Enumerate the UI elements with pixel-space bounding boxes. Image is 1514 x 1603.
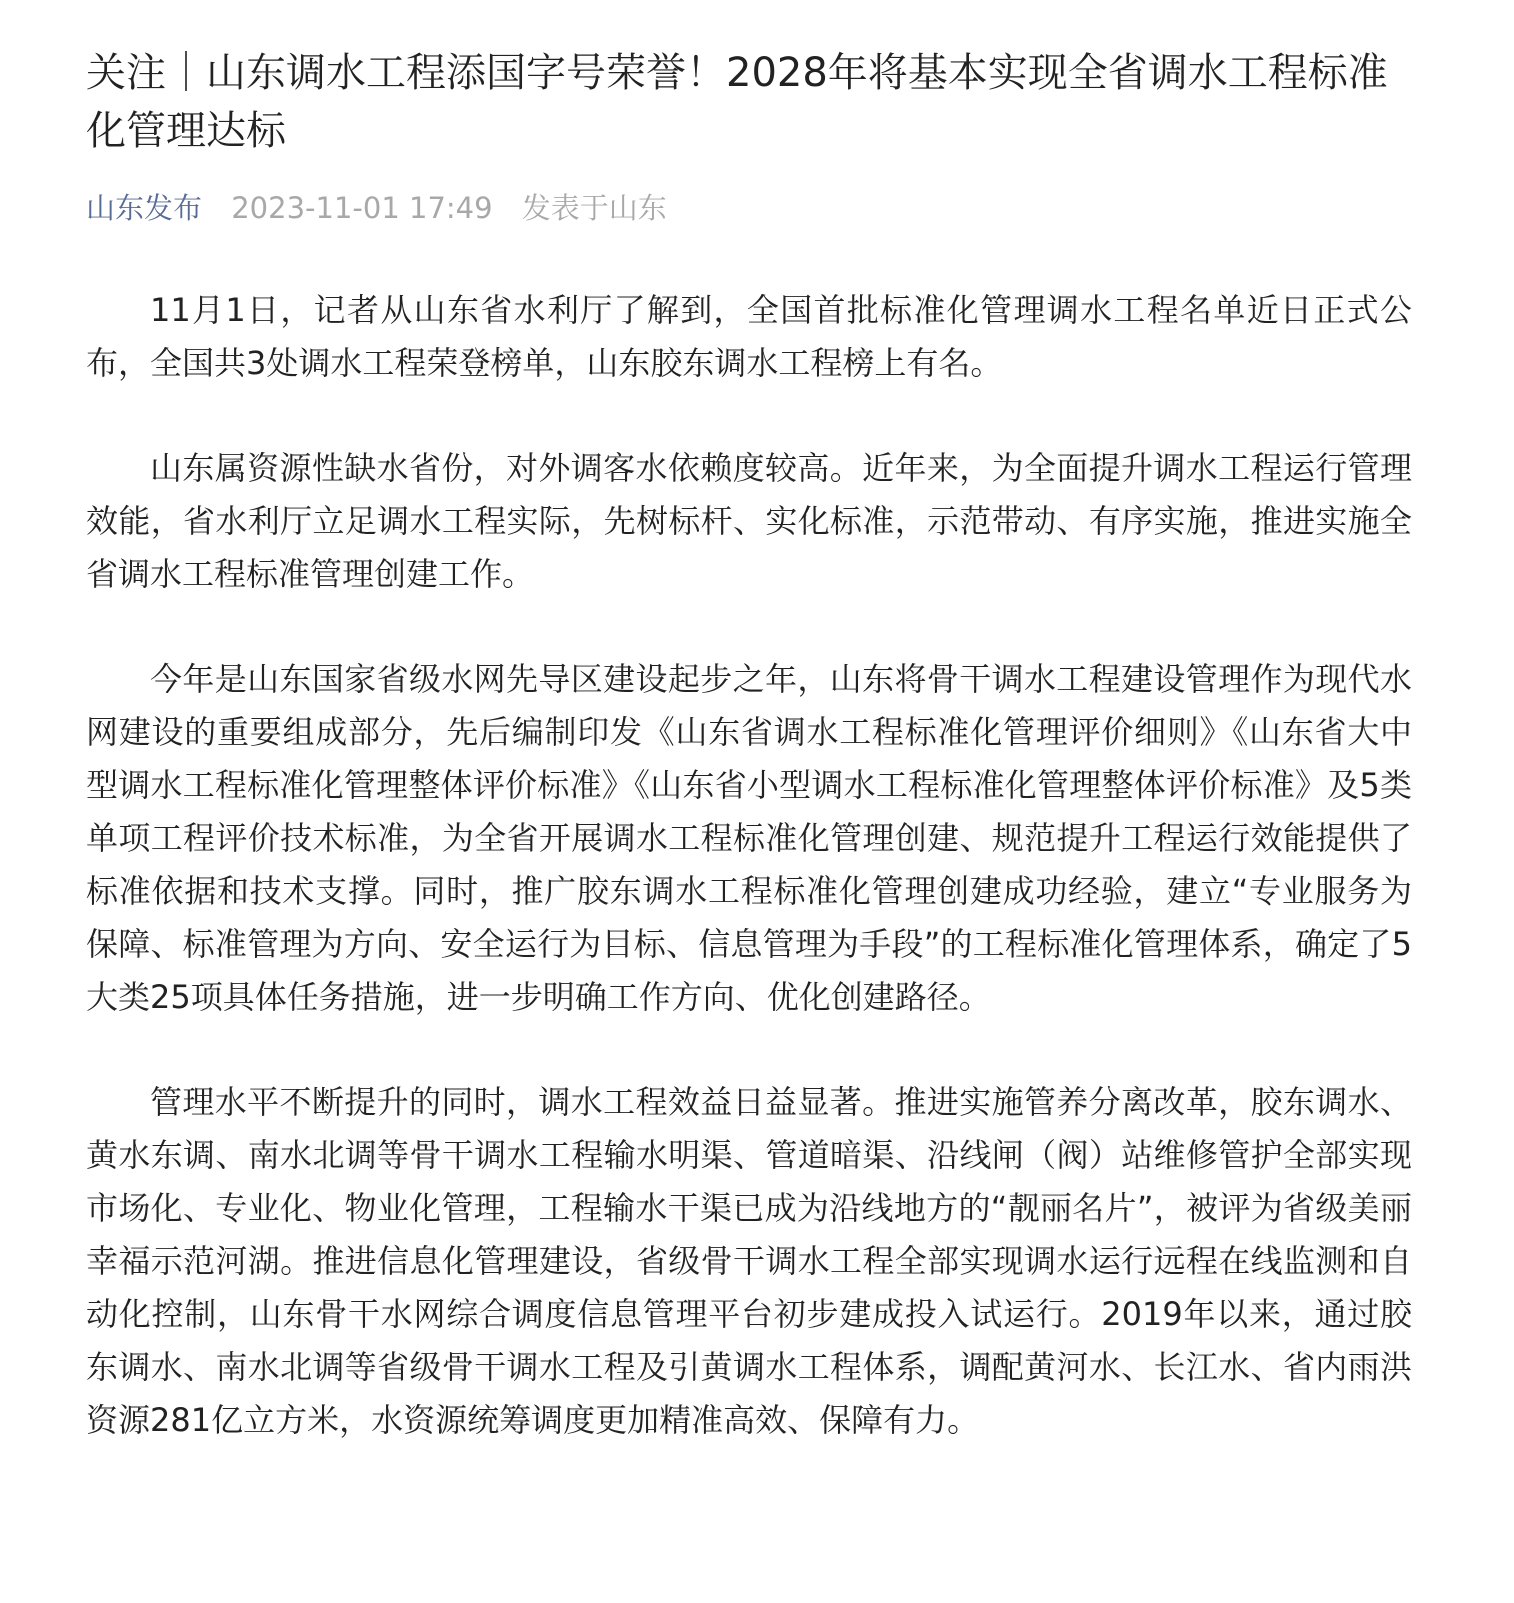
paragraph: 管理水平不断提升的同时，调水工程效益日益显著。推进实施管养分离改革，胶东调水、黄水东调、南水北调等骨干调水工程输水明渠、管道暗渠、沿线闸（阀）站维修管护全部实现市场化、专业化、物业化管理，工程输水干渠已成为沿线地方的“靓丽名片”，被评为省级美丽幸福示范河湖。推进信息化管理建设，省级骨干调水工程全部实现调水运行远程在线监测和自动化控制，山东骨干水网综合调度信息管理平台初步建成投入试运行。2019年以来，通过胶东调水、南水北调等省级骨干调水工程及引黄调水工程体系，调配黄河水、长江水、省内雨洪资源281亿立方米，水资源统筹调度更加精准高效、保障有力。	[86, 1083, 1412, 1439]
publish-location: 发表于山东	[521, 191, 667, 225]
article-meta	[86, 190, 1412, 226]
article-title: 关注｜山东调水工程添国字号荣誉！2028年将基本实现全省调水工程标准化管理达标	[86, 50, 1388, 154]
article	[86, 44, 1412, 1499]
paragraph: 11月1日，记者从山东省水利厅了解到，全国首批标准化管理调水工程名单近日正式公布，全国共3处调水工程荣登榜单，山东胶东调水工程榜上有名。	[86, 291, 1412, 382]
source-account-link[interactable]: 山东发布	[86, 191, 203, 225]
publish-time: 2023-11-01 17:49	[231, 191, 493, 225]
paragraph: 山东属资源性缺水省份，对外调客水依赖度较高。近年来，为全面提升调水工程运行管理效能，省水利厅立足调水工程实际，先树标杆、实化标准，示范带动、有序实施，推进实施全省调水工程标准管理创建工作。	[86, 449, 1412, 593]
paragraph: 今年是山东国家省级水网先导区建设起步之年，山东将骨干调水工程建设管理作为现代水网建设的重要组成部分，先后编制印发《山东省调水工程标准化管理评价细则》《山东省大中型调水工程标准化管理整体评价标准》《山东省小型调水工程标准化管理整体评价标准》及5类单项工程评价技术标准，为全省开展调水工程标准化管理创建、规范提升工程运行效能提供了标准依据和技术支撑。同时，推广胶东调水工程标准化管理创建成功经验，建立“专业服务为保障、标准管理为方向、安全运行为目标、信息管理为手段”的工程标准化管理体系，确定了5大类25项具体任务措施，进一步明确工作方向、优化创建路径。	[86, 660, 1412, 1016]
article-content	[86, 284, 1412, 1447]
